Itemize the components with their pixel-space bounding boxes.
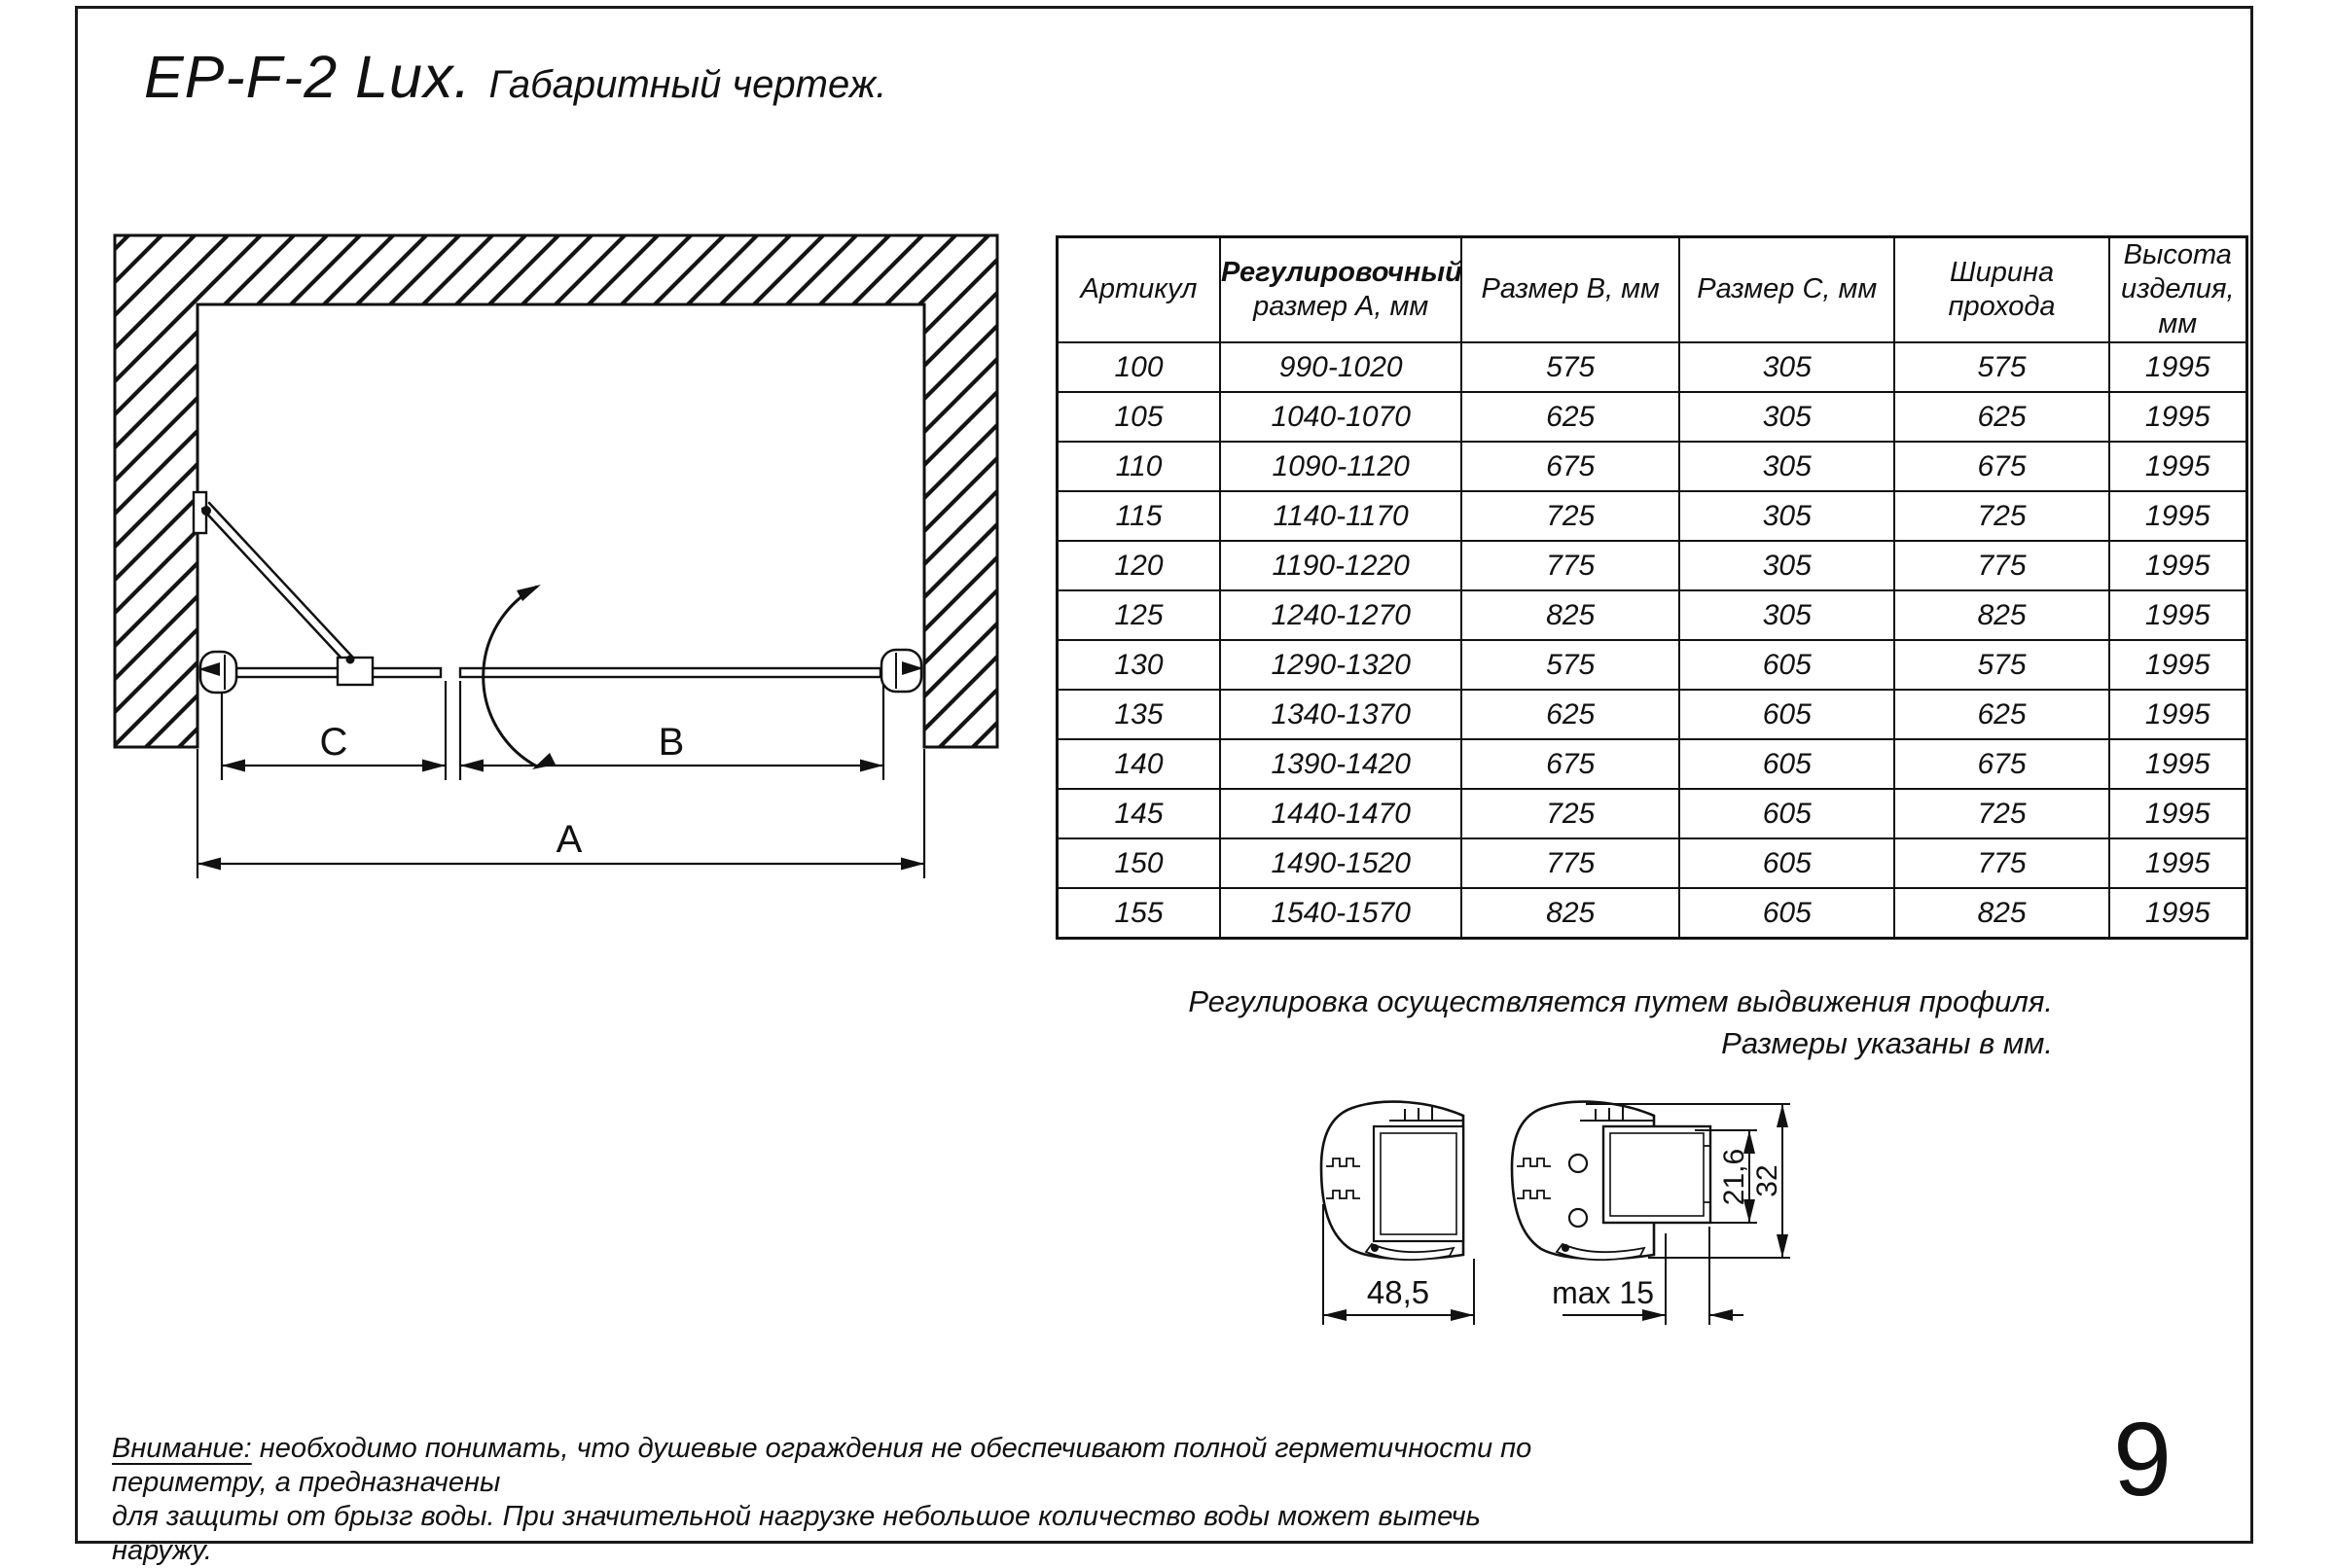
table-row (1058, 888, 2247, 939)
cell-pass-width: 825 (1894, 888, 2108, 939)
table-row (1058, 838, 2247, 888)
cell-articul: 115 (1058, 491, 1221, 541)
header-size-a: Регулировочный размер А, мм (1220, 237, 1461, 343)
cell-size-b: 625 (1461, 392, 1679, 442)
cell-size-a: 1540-1570 (1220, 888, 1461, 939)
cell-articul: 135 (1058, 690, 1221, 739)
cell-size-b: 775 (1461, 838, 1679, 888)
cell-size-b: 575 (1461, 342, 1679, 392)
note-line-1: Регулировка осуществляется путем выдвижения профиля. (1188, 984, 2053, 1018)
cell-size-c: 605 (1679, 640, 1894, 690)
dim-48-5-label: 48,5 (1366, 1274, 1430, 1310)
cell-height: 1995 (2109, 342, 2247, 392)
cell-size-c: 605 (1679, 888, 1894, 939)
cell-size-c: 305 (1679, 392, 1894, 442)
table-row (1058, 789, 2247, 838)
table-header-row (1058, 237, 2247, 343)
dim-a-label: A (556, 818, 583, 861)
cell-articul: 130 (1058, 640, 1221, 690)
installation-drawing (58, 195, 1041, 944)
cell-size-b: 825 (1461, 888, 1679, 939)
cell-pass-width: 725 (1894, 491, 2108, 541)
cell-height: 1995 (2109, 491, 2247, 541)
cell-height: 1995 (2109, 789, 2247, 838)
title-caption: Габаритный чертеж. (488, 63, 887, 106)
cell-size-c: 305 (1679, 342, 1894, 392)
warning-line-1: Внимание: необходимо понимать, что душевые ограждения не обеспечивают полной герметичности по периметру, а предназначены (112, 1433, 1532, 1498)
cell-articul: 140 (1058, 739, 1221, 789)
cell-articul: 105 (1058, 392, 1221, 442)
cell-size-b: 725 (1461, 491, 1679, 541)
right-wall-profile (881, 650, 923, 692)
cell-size-c: 305 (1679, 491, 1894, 541)
size-table (1056, 235, 2248, 940)
swing-arrow-down-icon (532, 753, 556, 769)
support-bar (194, 492, 352, 662)
dim-21-6-label: 21,6 (1718, 1148, 1750, 1206)
table-row (1058, 342, 2247, 392)
cell-size-c: 305 (1679, 442, 1894, 491)
left-wall-profile (198, 652, 236, 693)
dim-b-label: B (658, 721, 685, 764)
cell-height: 1995 (2109, 392, 2247, 442)
cell-size-c: 605 (1679, 690, 1894, 739)
profile-section-right (1512, 1102, 1710, 1261)
cell-articul: 150 (1058, 838, 1221, 888)
cell-size-a: 1290-1320 (1220, 640, 1461, 690)
cell-size-a: 1340-1370 (1220, 690, 1461, 739)
table-row (1058, 491, 2247, 541)
dimension-c (222, 721, 446, 772)
cell-size-a: 1040-1070 (1220, 392, 1461, 442)
cell-articul: 145 (1058, 789, 1221, 838)
cell-size-a: 1240-1270 (1220, 590, 1461, 640)
cell-pass-width: 575 (1894, 342, 2108, 392)
dim-max15-label: max 15 (1552, 1275, 1654, 1310)
cell-size-c: 605 (1679, 739, 1894, 789)
profile-cross-sections (1294, 1070, 1819, 1352)
note-line-2: Размеры указаны в мм. (1721, 1026, 2053, 1060)
table-row (1058, 640, 2247, 690)
cell-pass-width: 675 (1894, 442, 2108, 491)
cell-size-a: 1390-1420 (1220, 739, 1461, 789)
warning-line-2: для защиты от брызг воды. При значительной нагрузке небольшое количество воды может вытечь наружу. (112, 1501, 1481, 1566)
table-row (1058, 590, 2247, 640)
cell-articul: 100 (1058, 342, 1221, 392)
glass-connector (338, 656, 373, 686)
cell-pass-width: 725 (1894, 789, 2108, 838)
header-pass-width: Ширина прохода (1894, 237, 2108, 343)
cell-height: 1995 (2109, 640, 2247, 690)
cell-size-b: 825 (1461, 590, 1679, 640)
table-row (1058, 739, 2247, 789)
dim-32-label: 32 (1751, 1164, 1783, 1197)
model-name: EP-F-2 Lux. (144, 44, 472, 110)
table-row (1058, 392, 2247, 442)
header-size-c: Размер С, мм (1679, 237, 1894, 343)
cell-size-a: 1140-1170 (1220, 491, 1461, 541)
cell-size-b: 675 (1461, 442, 1679, 491)
cell-size-b: 575 (1461, 640, 1679, 690)
dim-c-label: C (319, 721, 348, 764)
cell-size-b: 775 (1461, 541, 1679, 590)
cell-pass-width: 575 (1894, 640, 2108, 690)
cell-size-b: 625 (1461, 690, 1679, 739)
cell-articul: 120 (1058, 541, 1221, 590)
cell-articul: 155 (1058, 888, 1221, 939)
cell-pass-width: 625 (1894, 690, 2108, 739)
cell-size-a: 990-1020 (1220, 342, 1461, 392)
cell-height: 1995 (2109, 442, 2247, 491)
cell-size-c: 605 (1679, 789, 1894, 838)
cell-size-b: 725 (1461, 789, 1679, 838)
cell-size-c: 605 (1679, 838, 1894, 888)
page-title (144, 43, 886, 111)
cell-height: 1995 (2109, 590, 2247, 640)
cell-pass-width: 775 (1894, 541, 2108, 590)
cell-size-a: 1440-1470 (1220, 789, 1461, 838)
cell-height: 1995 (2109, 541, 2247, 590)
dimension-a (198, 818, 924, 871)
cell-height: 1995 (2109, 888, 2247, 939)
dimension-b (460, 721, 883, 772)
cell-size-a: 1190-1220 (1220, 541, 1461, 590)
door-panel-glass (460, 668, 880, 677)
warning-label: Внимание: (112, 1433, 252, 1464)
cell-pass-width: 775 (1894, 838, 2108, 888)
table-row (1058, 541, 2247, 590)
cell-pass-width: 825 (1894, 590, 2108, 640)
cell-size-a: 1490-1520 (1220, 838, 1461, 888)
warning-text (112, 1432, 1532, 1568)
cell-height: 1995 (2109, 690, 2247, 739)
cell-height: 1995 (2109, 838, 2247, 888)
table-row (1058, 690, 2247, 739)
cell-pass-width: 625 (1894, 392, 2108, 442)
cell-articul: 110 (1058, 442, 1221, 491)
header-size-b: Размер В, мм (1461, 237, 1679, 343)
cell-size-c: 305 (1679, 590, 1894, 640)
cell-articul: 125 (1058, 590, 1221, 640)
cell-size-a: 1090-1120 (1220, 442, 1461, 491)
header-height: Высота изделия, мм (2109, 237, 2247, 343)
table-row (1058, 442, 2247, 491)
cell-height: 1995 (2109, 739, 2247, 789)
profile-section-left (1321, 1102, 1463, 1261)
page-number: 9 (2113, 1400, 2173, 1517)
cell-pass-width: 675 (1894, 739, 2108, 789)
header-articul: Артикул (1058, 237, 1221, 343)
adjustment-notes (1168, 980, 2053, 1064)
cell-size-c: 305 (1679, 541, 1894, 590)
cell-size-b: 675 (1461, 739, 1679, 789)
